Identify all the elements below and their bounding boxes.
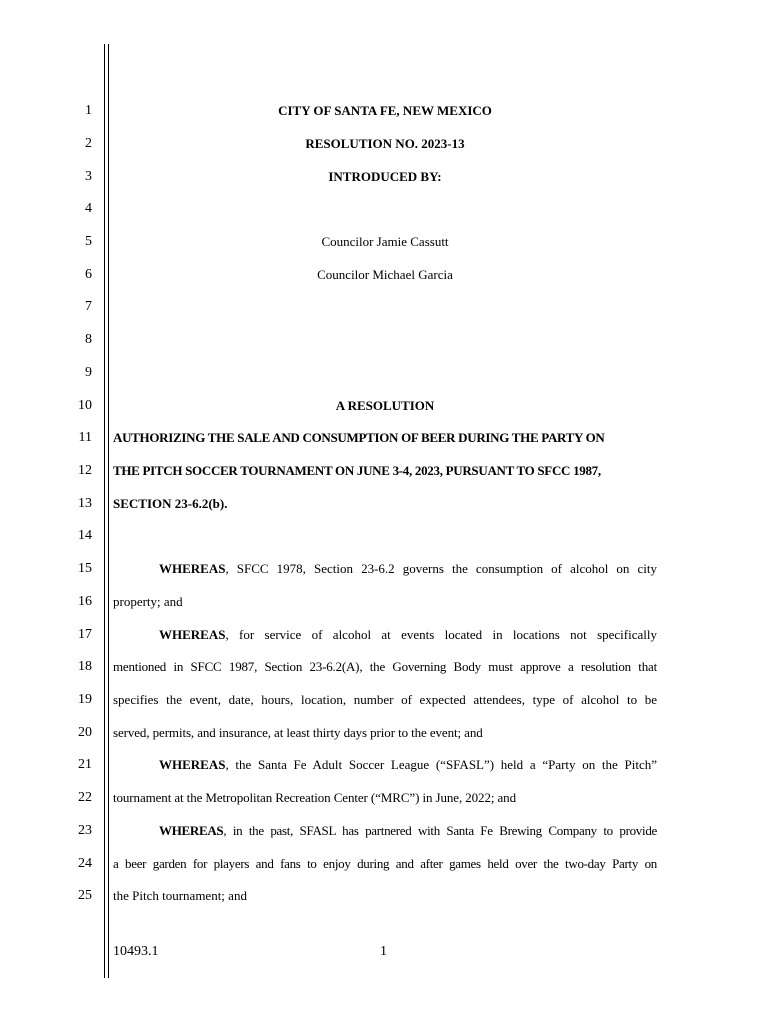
whereas-label: WHEREAS <box>159 561 226 576</box>
body-line: mentioned in SFCC 1987, Section 23-6.2(A), the Governing Body must approve a resolution that <box>113 659 657 674</box>
line-number: 6 <box>85 267 92 282</box>
line-number: 9 <box>85 365 92 380</box>
introduced-by-heading: INTRODUCED BY: <box>328 169 442 184</box>
line-number: 24 <box>78 856 92 871</box>
line-number: 15 <box>78 561 92 576</box>
body-line <box>113 823 657 839</box>
body-text: , in the past, SFASL has partnered with Santa Fe Brewing Company to provide <box>223 823 657 838</box>
body-line <box>113 627 657 643</box>
body-text: , for service of alcohol at events located in locations not specifically <box>225 627 657 642</box>
body-line <box>113 561 657 577</box>
line-number: 17 <box>78 627 92 642</box>
line-number: 3 <box>85 169 92 184</box>
city-heading: CITY OF SANTA FE, NEW MEXICO <box>278 103 492 118</box>
whereas-label: WHEREAS <box>159 627 226 642</box>
line-number: 14 <box>78 528 92 543</box>
line-number: 21 <box>78 757 92 772</box>
sponsor-name: Councilor Jamie Cassutt <box>321 234 449 249</box>
body-line: tournament at the Metropolitan Recreation Center (“MRC”) in June, 2022; and <box>113 790 516 805</box>
title-line: THE PITCH SOCCER TOURNAMENT ON JUNE 3-4, 2023, PURSUANT TO SFCC 1987, <box>113 463 601 478</box>
title-line: SECTION 23-6.2(b). <box>113 496 228 511</box>
body-text: , SFCC 1978, Section 23-6.2 governs the consumption of alcohol on city <box>225 561 657 576</box>
line-number: 13 <box>78 496 92 511</box>
page-number: 1 <box>380 944 387 959</box>
line-number: 10 <box>78 398 92 413</box>
line-number: 19 <box>78 692 92 707</box>
sponsor-name: Councilor Michael Garcia <box>317 267 453 282</box>
body-line: specifies the event, date, hours, location, number of expected attendees, type of alcohol to be <box>113 692 657 707</box>
line-number: 12 <box>78 463 92 478</box>
line-number: 11 <box>78 430 92 445</box>
line-number: 2 <box>85 136 92 151</box>
line-number: 25 <box>78 888 92 903</box>
body-line: property; and <box>113 594 183 609</box>
line-number: 5 <box>85 234 92 249</box>
line-number: 4 <box>85 201 92 216</box>
line-number: 23 <box>78 823 92 838</box>
whereas-label: WHEREAS <box>159 757 226 772</box>
body-line: a beer garden for players and fans to enjoy during and after games held over the two-day Party on <box>113 856 657 871</box>
margin-rule-inner <box>108 44 109 978</box>
body-line <box>113 757 657 773</box>
line-number: 20 <box>78 725 92 740</box>
line-number: 1 <box>85 103 92 118</box>
title-line: AUTHORIZING THE SALE AND CONSUMPTION OF BEER DURING THE PARTY ON <box>113 430 605 445</box>
margin-rule <box>104 44 105 978</box>
line-number: 8 <box>85 332 92 347</box>
resolution-number: RESOLUTION NO. 2023-13 <box>305 136 465 151</box>
whereas-label: WHEREAS <box>159 823 224 838</box>
body-text: , the Santa Fe Adult Soccer League (“SFASL”) held a “Party on the Pitch” <box>225 757 657 772</box>
line-number: 18 <box>78 659 92 674</box>
body-line: served, permits, and insurance, at least thirty days prior to the event; and <box>113 725 483 740</box>
line-number: 22 <box>78 790 92 805</box>
resolution-heading: A RESOLUTION <box>335 398 435 413</box>
document-id: 10493.1 <box>113 944 159 959</box>
body-line: the Pitch tournament; and <box>113 888 247 903</box>
line-number: 7 <box>85 299 92 314</box>
line-number: 16 <box>78 594 92 609</box>
